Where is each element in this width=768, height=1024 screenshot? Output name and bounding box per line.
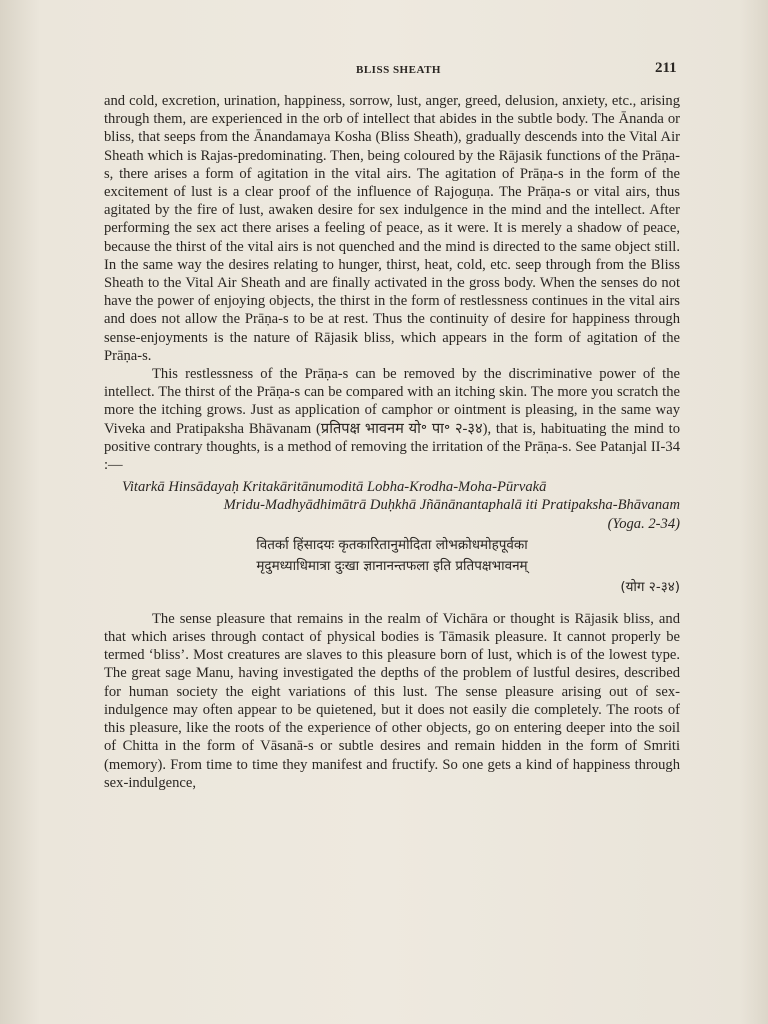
page-number: 211	[655, 60, 677, 76]
verse-reference: (Yoga. 2-34)	[607, 515, 680, 532]
verse-transliteration	[104, 478, 680, 533]
paragraph-continuation: and cold, excretion, urination, happiness, sorrow, lust, anger, greed, delusion, anxiety, etc., arising through them, are experienced in the orb of intellect that abides in the subtle body. The Ānanda or bliss, that seeps from the Ānandamaya Kosha (Bliss Sheath), gradually descends into the Vital Air Sheath which is Rajas-predominating. Then, being coloured by the Rājasik functions of the Prāṇa-s, there arises a form of agitation in the vital airs. The agitation of Prāṇa-s in the form of the excitement of lust is a clear proof of the influence of Rajoguṇa. The Prāṇa-s or vital airs, thus agitated by the fire of lust, awaken desire for sex indulgence in the mind and the intellect. After performing the sex act there arises a feeling of peace, as it were. It is merely a shadow of peace, because the thirst of the vital airs is not quenched and the mind is directed to the same object still. In the same way the desires relating to hunger, thirst, heat, cold, etc. seep through from the Bliss Sheath to the Vital Air Sheath and are finally activated in the gross body. When the senses do not have the power of enjoying objects, the thirst in the form of restlessness continues in the vital airs and does not allow the Prāṇa-s to be at rest. Thus the continuity of desire for happiness through sense-enjoyments is the nature of Rājasik bliss, which appears in the form of agitation of the Prāṇa-s.	[104, 93, 680, 364]
devanagari-line-1: वितर्का हिंसादयः कृतकारितानुमोदिता लोभक्रोधमोहपूर्वका	[256, 536, 528, 553]
verse-line-2: Mridu-Madhyādhimātrā Duḥkhā Jñānānantaphalā iti Pratipaksha-Bhāvanam	[223, 497, 680, 514]
body-text	[104, 92, 680, 792]
paragraph-sense-pleasure: The sense pleasure that remains in the realm of Vichāra or thought is Rājasik bliss, and that which arises through contact of physical bodies is Tāmasik pleasure. It cannot properly be termed ‘bliss’. Most creatures are slaves to this pleasure born of lust, which is of the lowest type. The great sage Manu, having investigated the depths of the problem of lustful desires, described for human society the eight variations of this lust. The sense pleasure arising out of sex-indulgence may often appear to be quietened, but it does not easily die completely. The roots of this pleasure, like the roots of the experience of other objects, go on entering deeper into the soil of Chitta in the form of Vāsanā-s or subtle desires and remain hidden in the form of Smriti (memory). From time to time they manifest and fructify. So one gets a kind of happiness through sex-indulgence,	[104, 610, 680, 791]
devanagari-reference: (योग २-३४)	[620, 578, 680, 595]
verse-devanagari	[104, 535, 680, 598]
running-head: BLISS SHEATH	[356, 64, 441, 76]
devanagari-line-2: मृदुमध्याधिमात्रा दुःखा ज्ञानानन्तफला इति प्रतिपक्षभावनम्	[256, 557, 528, 574]
paragraph-restlessness: This restlessness of the Prāṇa-s can be removed by the discriminative power of the intellect. The thirst of the Prāṇa-s can be compared with an itching skin. The more you scratch the more the itching grows. Just as application of camphor or ointment is pleasing, in the same way Viveka and Pratipaksha Bhāvanam (प्रतिपक्ष भावनम यो॰ पा॰ २-३४), that is, habituating the mind to positive contrary thoughts, is a method of removing the irritation of the Prāṇa-s. See Patanjal II-34 :—	[104, 366, 680, 474]
verse-line-1: Vitarkā Hinsādayaḥ Kritakāritānumoditā Lobha-Krodha-Moha-Pūrvakā	[122, 479, 547, 496]
